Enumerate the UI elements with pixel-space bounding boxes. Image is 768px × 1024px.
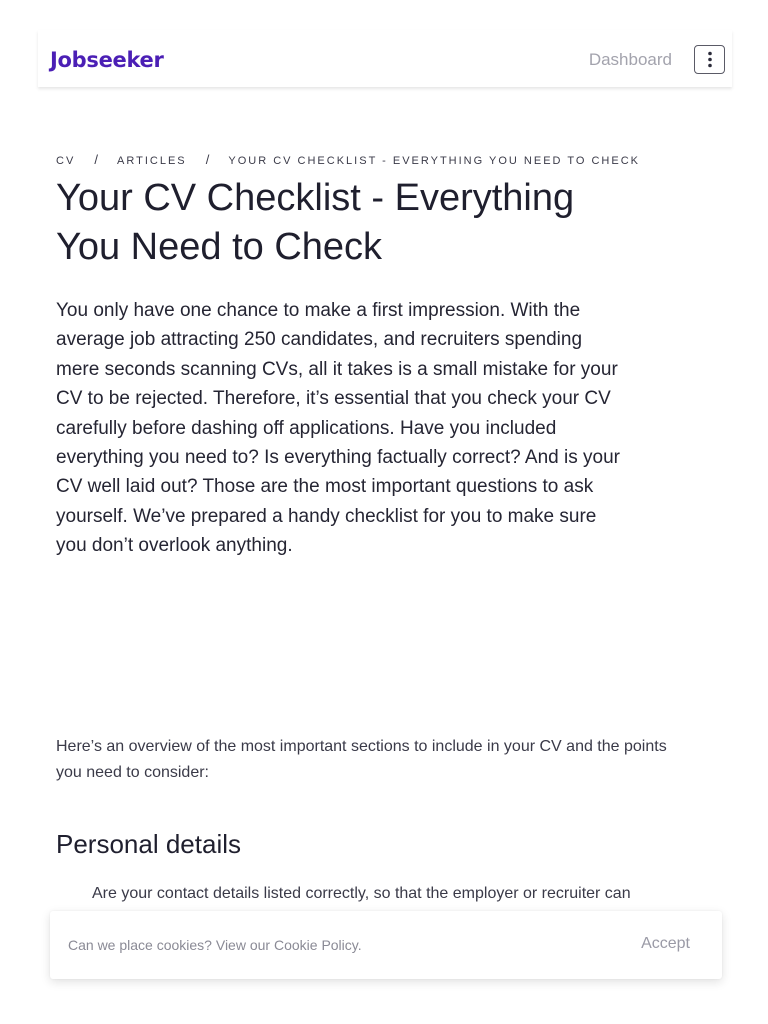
cookie-message-text: Can we place cookies? View our bbox=[68, 937, 274, 953]
breadcrumb bbox=[56, 152, 640, 167]
accept-cookies-button[interactable]: Accept bbox=[641, 933, 690, 955]
checklist-item: Are your contact details listed correctly, so that the employer or recruiter can bbox=[92, 885, 631, 902]
section-heading-personal-details: Personal details bbox=[56, 829, 241, 859]
breadcrumb-item-articles[interactable]: ARTICLES bbox=[117, 155, 187, 167]
page-title: Your CV Checklist - Everything You Need to Check bbox=[56, 177, 575, 268]
cookie-banner bbox=[50, 911, 722, 979]
more-menu-button[interactable] bbox=[694, 45, 725, 74]
overview-paragraph: Here’s an overview of the most important sections to include in your CV and the points you need to consider: bbox=[56, 738, 667, 781]
breadcrumb-separator: / bbox=[94, 152, 98, 167]
dashboard-link[interactable]: Dashboard bbox=[588, 50, 672, 69]
cookie-message bbox=[68, 935, 362, 955]
article-intro: You only have one chance to make a first impression. With the average job attracting 250 candidates, and recruiters spending mere seconds scanning CVs, all it takes is a small mistake for your CV to be rejected. Therefore, it’s essential that you check your CV carefully before dashing off applications. Have you included everything you need to? Is everything factually correct? And is your CV well laid out? Those are the most important questions to ask yourself. We’ve prepared a handy checklist for you to make sure you don’t overlook anything. bbox=[56, 300, 620, 557]
breadcrumb-item-current: YOUR CV CHECKLIST - EVERYTHING YOU NEED TO CHECK bbox=[228, 155, 640, 167]
cookie-policy-link[interactable]: Cookie Policy. bbox=[273, 937, 362, 953]
jobseeker-logo[interactable]: Jobseeker bbox=[50, 48, 164, 72]
breadcrumb-separator: / bbox=[205, 152, 210, 167]
top-navbar bbox=[38, 30, 732, 87]
more-vertical-icon bbox=[707, 51, 713, 68]
breadcrumb-item-cv[interactable]: CV bbox=[56, 155, 76, 167]
